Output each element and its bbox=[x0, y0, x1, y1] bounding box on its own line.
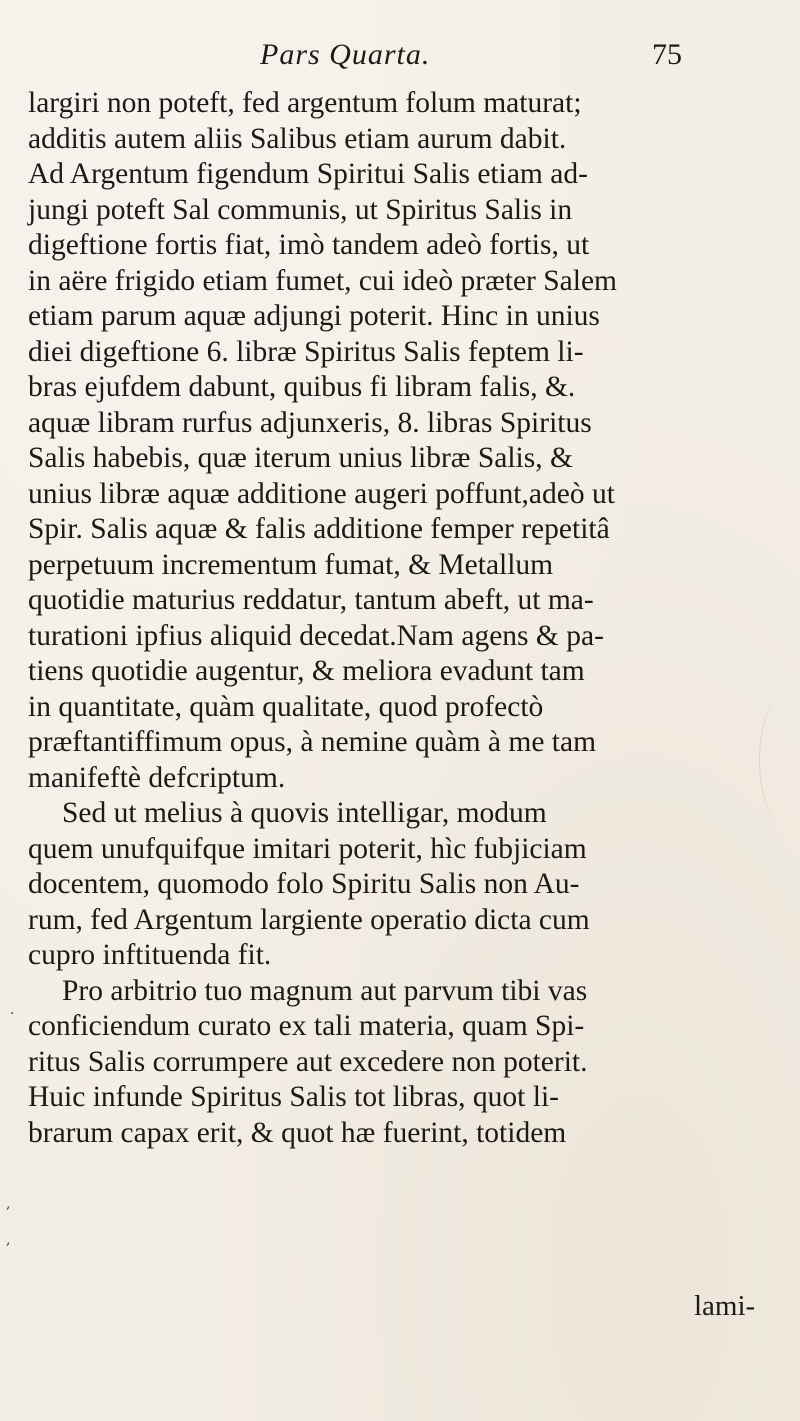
text-line: in aëre frigido etiam fumet, cui ideò præter Salem bbox=[28, 264, 617, 297]
text-line: jungi poteft Sal communis, ut Spiritus Salis in bbox=[28, 193, 573, 226]
paragraph-start-line: Sed ut melius à quovis intelligar, modum bbox=[62, 797, 547, 829]
text-line: unius libræ aquæ additione augeri poffunt,adeò ut bbox=[28, 477, 615, 510]
text-line: in quantitate, quàm qualitate, quod profectò bbox=[28, 690, 544, 723]
body-text bbox=[28, 86, 788, 1151]
text-line: manifeftè defcriptum. bbox=[28, 761, 286, 794]
text-line: bras ejufdem dabunt, quibus fi libram falis, &. bbox=[28, 371, 576, 403]
margin-speck: , bbox=[6, 1196, 11, 1212]
text-line: tiens quotidie augentur, & meliora evadunt tam bbox=[28, 655, 585, 687]
paragraph-start-line: Pro arbitrio tuo magnum aut parvum tibi vas bbox=[62, 974, 588, 1007]
text-line: ritus Salis corrumpere aut excedere non poterit. bbox=[28, 1045, 588, 1078]
margin-speck: · bbox=[10, 1006, 15, 1022]
text-line: Ad Argentum figendum Spiritui Salis etiam ad- bbox=[28, 158, 588, 190]
text-line: docentem, quomodo folo Spiritu Salis non Au- bbox=[28, 868, 580, 900]
text-line: Spir. Salis aquæ & falis additione femper repetitâ bbox=[28, 513, 610, 545]
text-line: additis autem aliis Salibus etiam aurum dabit. bbox=[28, 122, 567, 155]
text-line: brarum capax erit, & quot hæ fuerint, totidem bbox=[28, 1116, 567, 1149]
text-line: conficiendum curato ex tali materia, quam Spi- bbox=[28, 1010, 585, 1042]
catchword: lami- bbox=[694, 1290, 756, 1322]
text-line: turationi ipfius aliquid decedat.Nam agens & pa- bbox=[28, 619, 604, 652]
text-line: diei digeftione 6. libræ Spiritus Salis feptem li- bbox=[28, 335, 584, 368]
running-head: Pars Quarta. bbox=[260, 38, 431, 71]
text-line: cupro inftituenda fit. bbox=[28, 939, 272, 971]
text-line: rum, fed Argentum largiente operatio dicta cum bbox=[28, 903, 590, 936]
text-line: largiri non poteft, fed argentum folum maturat; bbox=[28, 87, 582, 119]
text-line: Huic infunde Spiritus Salis tot libras, quot li- bbox=[28, 1081, 559, 1113]
text-line: aquæ libram rurfus adjunxeris, 8. libras Spiritus bbox=[28, 406, 592, 439]
text-line: perpetuum incrementum fumat, & Metallum bbox=[28, 548, 554, 581]
page-number: 75 bbox=[652, 38, 682, 71]
text-line: etiam parum aquæ adjungi poterit. Hinc in unius bbox=[28, 300, 600, 332]
page-header bbox=[0, 30, 800, 80]
text-line: digeftione fortis fiat, imò tandem adeò fortis, ut bbox=[28, 229, 590, 261]
bleed-through-mark bbox=[759, 700, 800, 820]
text-line: Salis habebis, quæ iterum unius libræ Salis, & bbox=[28, 442, 573, 474]
text-line: quotidie maturius reddatur, tantum abeft, ut ma- bbox=[28, 584, 594, 616]
text-line: præftantiffimum opus, à nemine quàm à me tam bbox=[28, 726, 597, 758]
margin-speck: , bbox=[6, 1232, 11, 1248]
text-line: quem unufquifque imitari poterit, hìc fubjiciam bbox=[28, 832, 587, 865]
